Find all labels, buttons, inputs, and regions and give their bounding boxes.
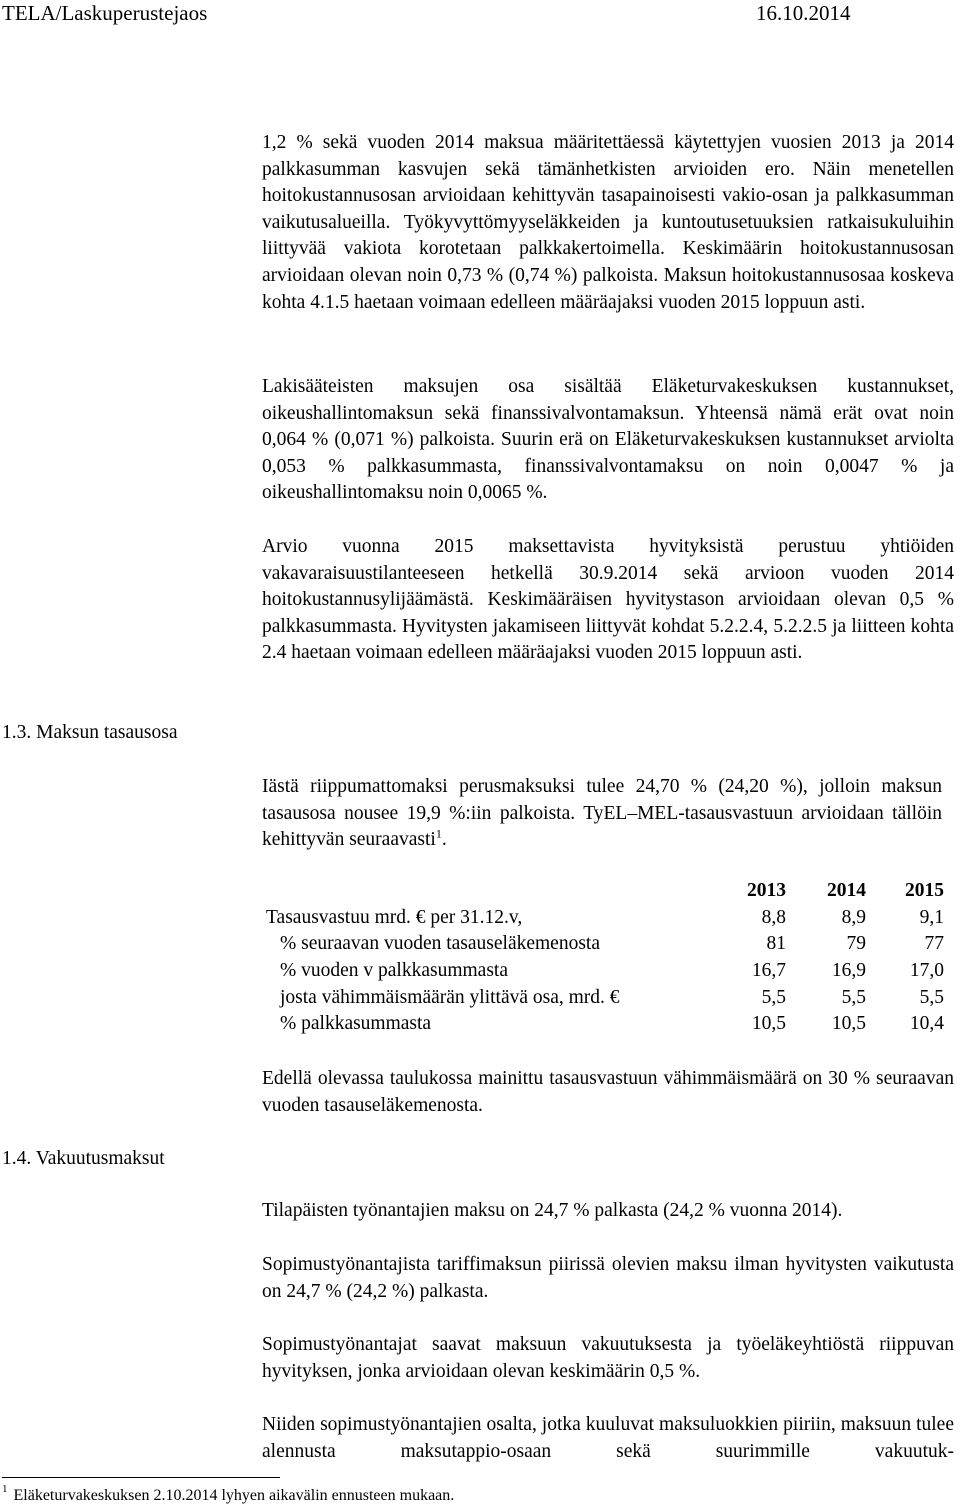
paragraph-tasausosa (262, 774, 942, 854)
paragraph-hyvitykset: Arvio vuonna 2015 maksettavista hyvityksistä perustuu yhtiöiden vakavaraisuustilanteeseen hetkellä 30.9.2014 sekä arvioon vuoden 2014 hoitokustannusylijäämästä. Keskimääräisen hyvitystason arvioidaan olevan 0,5 % palkkasummasta. Hyvitysten jakamiseen liittyvät kohdat 5.2.2.4, 5.2.2.5 ja liitteen kohta 2.4 haetaan voimaan edelleen määräajaksi vuoden 2015 loppuun asti. (262, 536, 954, 664)
table-cell: 81 (766, 933, 786, 955)
table-cell: 8,9 (841, 906, 866, 928)
document-header-date: 16.10.2014 (756, 1, 851, 25)
table-cell: 5,5 (841, 986, 866, 1008)
paragraph-vahimmaismaara: Edellä olevassa taulukossa mainittu tasausvastuun vähimmäismäärä on 30 % seuraavan vuoden tasauseläkemenosta. (262, 1068, 954, 1116)
paragraph-lakisaateiset-maksut: Lakisääteisten maksujen osa sisältää Eläketurvakeskuksen kustannukset, oikeushallintomaksun sekä finanssivalvontamaksun. Yhteensä nämä erät ovat noin 0,064 % (0,071 %) palkoista. Suurin erä on Eläketurvakeskuksen kustannukset arviolta 0,053 % palkkasummasta, finanssivalvontamaksu on noin 0,0047 % ja oikeushallintomaksu noin 0,0065 %. (262, 376, 954, 504)
table-header-cell (266, 878, 708, 905)
table-cell: 8,8 (761, 906, 786, 928)
table-row (266, 984, 944, 1011)
table-row-label: % vuoden v palkkasummasta (280, 960, 508, 982)
table-header-row (266, 878, 944, 905)
footnote-text: Eläketurvakeskuksen 2.10.2014 lyhyen aikavälin ennusteen mukaan. (13, 1487, 455, 1504)
table-row (266, 958, 944, 985)
table-header-cell: 2015 (905, 880, 944, 902)
section-heading-maksun-tasausosa: 1.3. Maksun tasausosa (2, 722, 178, 743)
table-cell: 77 (924, 933, 944, 955)
footnote-reference: 1 (435, 826, 442, 841)
paragraph-hoitokustannusosa: 1,2 % sekä vuoden 2014 maksua määritettäessä käytettyjen vuosien 2013 ja 2014 palkkasumman kasvujen sekä tämänhetkisten arvioiden ero. Näin menetellen hoitokustannusosan arvioidaan kehittyvän tasapainoisesti vakio-osan ja palkkasumman vaikutusalueilla. Työkyvyttömyyseläkkeiden ja kuntoutusetuuksien ratkaisukuluihin liittyvää vakiota korotetaan palkkakertoimella. Keskimäärin hoitokustannusosan arvioidaan olevan noin 0,73 % (0,74 %) palkoista. Maksun hoitokustannusosaa koskeva kohta 4.1.5 haetaan voimaan edelleen määräajaksi vuoden 2015 loppuun asti. (262, 132, 954, 313)
paragraph-tilapaiset-tyonantajat: Tilapäisten työnantajien maksu on 24,7 % palkasta (24,2 % vuonna 2014). (262, 1200, 843, 1221)
footnote (2, 1484, 454, 1509)
table-cell: 79 (846, 933, 866, 955)
paragraph-tasausosa-end: . (441, 829, 447, 851)
table-cell: 5,5 (919, 986, 944, 1008)
table-header-cell: 2014 (827, 880, 866, 902)
table-cell: 16,7 (751, 960, 786, 982)
table-row-label: % seuraavan vuoden tasauseläkemenosta (280, 933, 600, 955)
table-cell: 10,4 (909, 1013, 944, 1035)
table-cell: 9,1 (919, 906, 944, 928)
table-cell: 16,9 (831, 960, 866, 982)
table-cell: 5,5 (761, 986, 786, 1008)
table-row (266, 1011, 944, 1038)
paragraph-tariffimaksu: Sopimustyönantajista tariffimaksun piirissä olevien maksu ilman hyvitysten vaikutusta on 24,7 % (24,2 %) palkasta. (262, 1254, 954, 1302)
paragraph-maksuluokat: Niiden sopimustyönantajien osalta, jotka kuuluvat maksuluokkien piiriin, maksuun tulee alennusta maksutappio-osaan sekä suurimmille vakuutuk- (262, 1414, 954, 1462)
paragraph-hyvitys: Sopimustyönantajat saavat maksuun vakuutuksesta ja työeläkeyhtiöstä riippuvan hyvityksen, jonka arvioidaan olevan keskimäärin 0,5 %. (262, 1334, 954, 1382)
table-cell: 10,5 (831, 1013, 866, 1035)
footnote-number: 1 (2, 1483, 8, 1495)
table-row-label: % palkkasummasta (280, 1013, 432, 1035)
table-row (266, 931, 944, 958)
tasausvastuu-table (266, 878, 944, 1038)
table-row-label: josta vähimmäismäärän ylittävä osa, mrd. € (280, 986, 620, 1008)
table-cell: 17,0 (909, 960, 944, 982)
table-row-label: Tasausvastuu mrd. € per 31.12.v, (266, 906, 523, 928)
table-cell: 10,5 (751, 1013, 786, 1035)
table-header-cell: 2013 (747, 880, 786, 902)
paragraph-tasausosa-text: Iästä riippumattomaksi perusmaksuksi tulee 24,70 % (24,20 %), jolloin maksun tasausosa nousee 19,9 %:iin palkoista. TyEL–MEL-tasausvastuun arvioidaan tällöin kehittyvän seuraavasti (262, 776, 942, 851)
document-header-left: TELA/Laskuperustejaos (2, 1, 208, 25)
table-row (266, 905, 944, 932)
footnote-divider (2, 1477, 280, 1478)
section-heading-vakuutusmaksut: 1.4. Vakuutusmaksut (2, 1148, 165, 1169)
